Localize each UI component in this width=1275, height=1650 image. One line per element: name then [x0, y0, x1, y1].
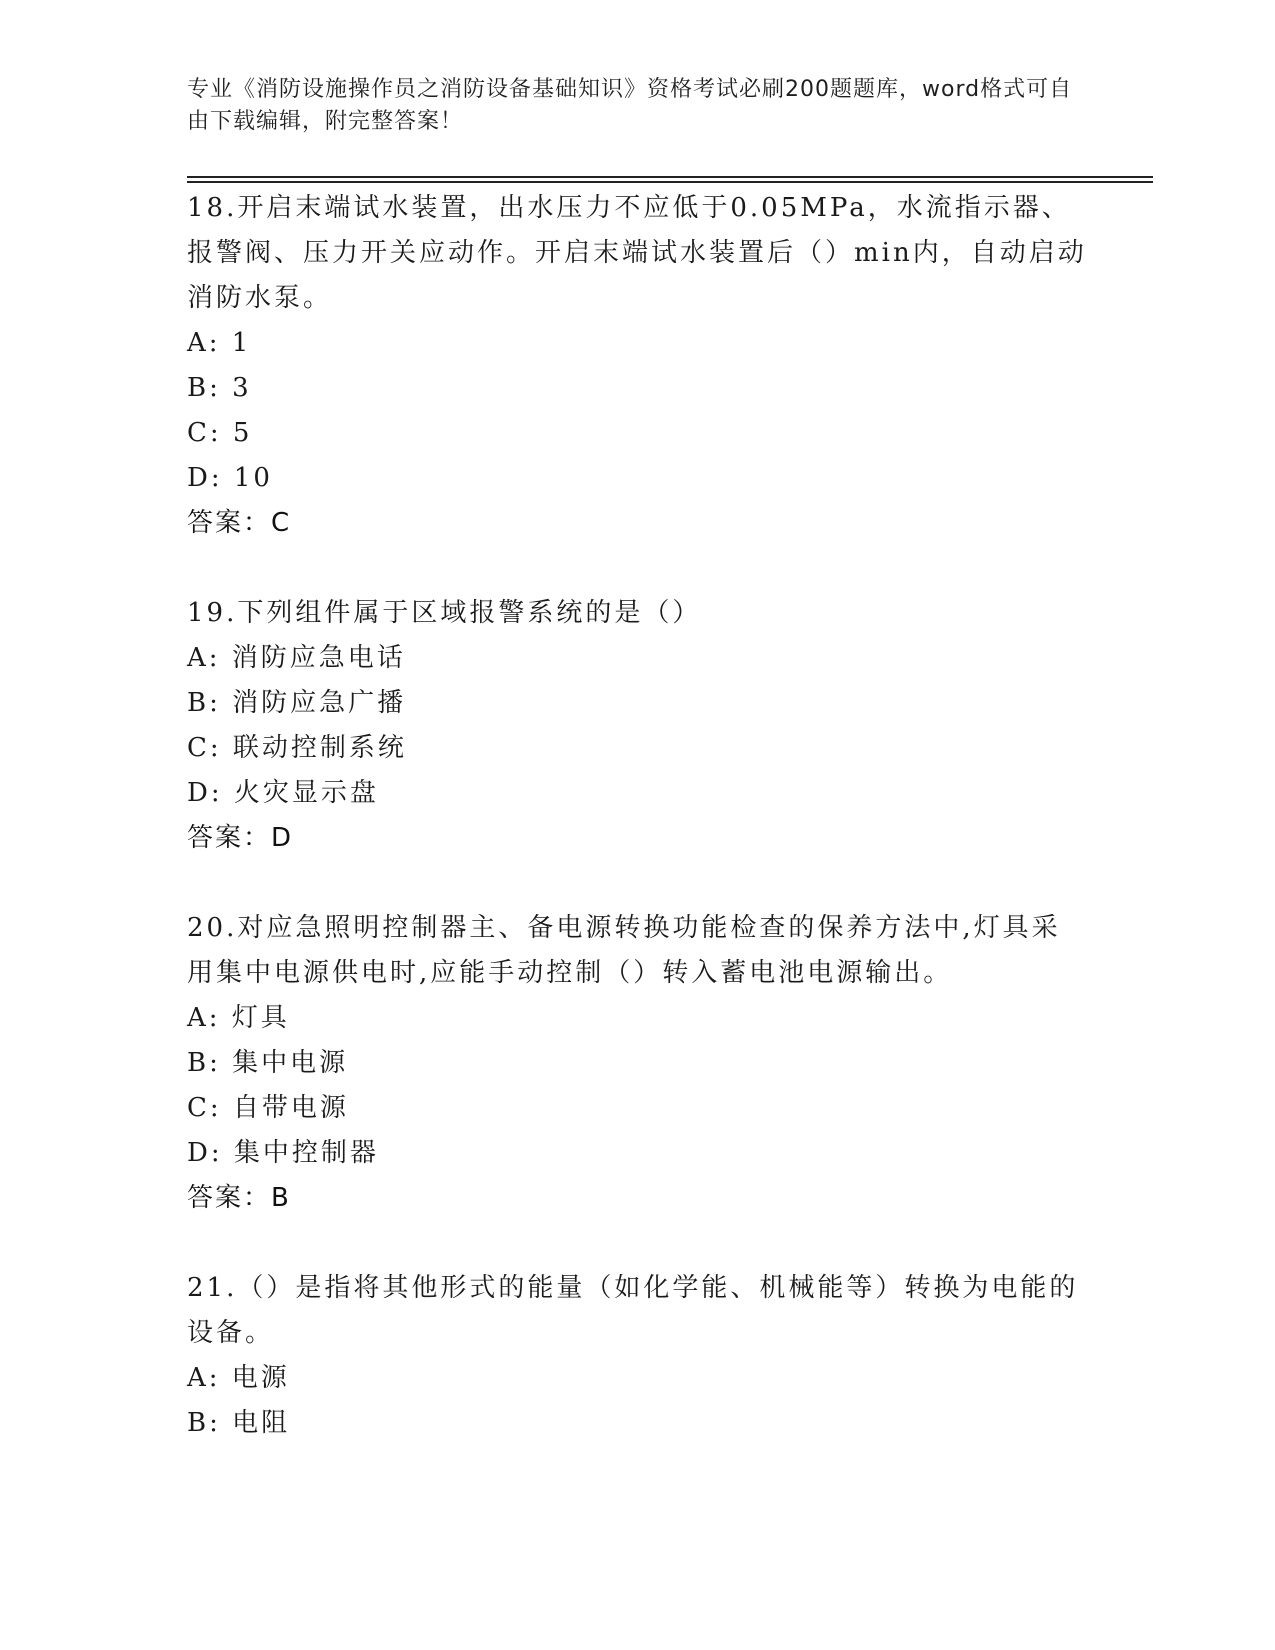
option-a: A: 1 [187, 328, 252, 358]
question-text: 18.开启末端试水装置，出水压力不应低于0.05MPa，水流指示器、报警阀、压力开关应动作。开启末端试水装置后（）min内，自动启动消防水泵。 [187, 193, 1087, 313]
question-19 [187, 591, 1087, 861]
option-b: B: 消防应急广播 [187, 688, 407, 718]
option-d: D: 火灾显示盘 [187, 778, 379, 808]
option-d: D: 10 [187, 463, 273, 493]
option-c: C: 联动控制系统 [187, 733, 407, 763]
option-d: D: 集中控制器 [187, 1138, 379, 1168]
option-b: B: 3 [187, 373, 252, 403]
question-list [187, 186, 1087, 1446]
answer-line: 答案：B [187, 1183, 291, 1213]
document-header: 专业《消防设施操作员之消防设备基础知识》资格考试必刷200题题库，word格式可自由下载编辑，附完整答案！ [187, 77, 1073, 134]
option-a: A: 电源 [187, 1363, 290, 1393]
header-divider-bottom [187, 181, 1153, 183]
question-18 [187, 186, 1087, 546]
answer-line: 答案：D [187, 823, 294, 853]
question-text: 19.下列组件属于区域报警系统的是（） [187, 598, 702, 628]
answer-line: 答案：C [187, 508, 292, 538]
header-divider-top [187, 176, 1153, 178]
question-text: 21.（）是指将其他形式的能量（如化学能、机械能等）转换为电能的设备。 [187, 1273, 1079, 1348]
option-c: C: 自带电源 [187, 1093, 349, 1123]
option-a: A: 灯具 [187, 1003, 290, 1033]
question-spacer [187, 1221, 1087, 1266]
option-c: C: 5 [187, 418, 253, 448]
question-spacer [187, 861, 1087, 906]
question-spacer [187, 546, 1087, 591]
option-b: B: 电阻 [187, 1408, 291, 1438]
option-a: A: 消防应急电话 [187, 643, 406, 673]
question-20 [187, 906, 1087, 1221]
question-21 [187, 1266, 1087, 1446]
option-b: B: 集中电源 [187, 1048, 349, 1078]
question-text: 20.对应急照明控制器主、备电源转换功能检查的保养方法中,灯具采用集中电源供电时,应能手动控制（）转入蓄电池电源输出。 [187, 913, 1061, 988]
